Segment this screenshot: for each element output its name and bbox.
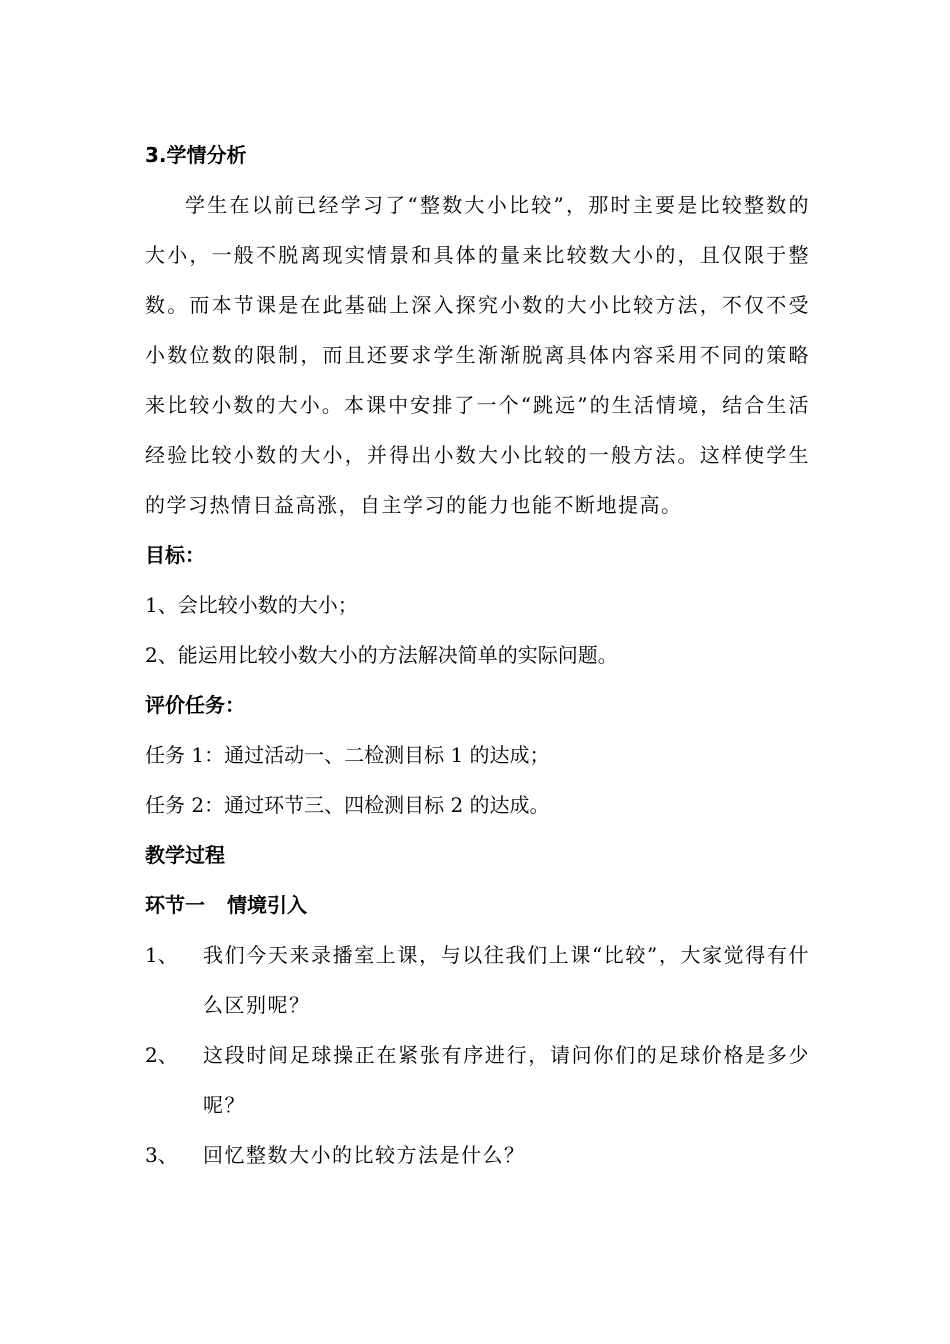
step-one-heading <box>145 880 810 930</box>
goals-heading: 目标： <box>145 543 205 567</box>
process-heading: 教学过程 <box>145 843 225 867</box>
document-content <box>145 130 810 1180</box>
question-number: 2、 <box>145 1043 178 1067</box>
question-text: 我们今天来录播室上课，与以往我们上课“比较”，大家觉得有什么区别呢？ <box>203 943 810 1017</box>
step-one-title: 情境引入 <box>227 893 307 917</box>
section-title: 3.学情分析 <box>145 143 247 167</box>
question-text: 这段时间足球操正在紧张有序进行，请问你们的足球价格是多少呢？ <box>203 1043 810 1117</box>
question-number: 1、 <box>145 943 178 967</box>
question-item-1 <box>145 930 810 1030</box>
evaluation-heading: 评价任务： <box>145 693 245 717</box>
step-one-label: 环节一 <box>145 893 205 917</box>
question-item-2 <box>145 1030 810 1130</box>
goal-item-2: 2、能运用比较小数大小的方法解决简单的实际问题。 <box>145 643 618 667</box>
question-item-3 <box>145 1130 810 1180</box>
evaluation-item-2: 任务 2：通过环节三、四检测目标 2 的达成。 <box>145 793 550 817</box>
analysis-paragraph: 学生在以前已经学习了“整数大小比较”，那时主要是比较整数的大小，一般不脱离现实情景和具体的量来比较数大小的，且仅限于整数。而本节课是在此基础上深入探究小数的大小比较方法，不仅不受小数位数的限制，而且还要求学生渐渐脱离具体内容采用不同的策略来比较小数的大小。本课中安排了一个“跳远”的生活情境，结合生活经验比较小数的大小，并得出小数大小比较的一般方法。这样使学生的学习热情日益高涨，自主学习的能力也能不断地提高。 <box>145 193 810 517</box>
question-number: 3、 <box>145 1143 178 1167</box>
question-text: 回忆整数大小的比较方法是什么？ <box>203 1143 526 1167</box>
goal-item-1: 1、会比较小数的大小； <box>145 593 358 617</box>
evaluation-item-1: 任务 1：通过活动一、二检测目标 1 的达成； <box>145 743 550 767</box>
